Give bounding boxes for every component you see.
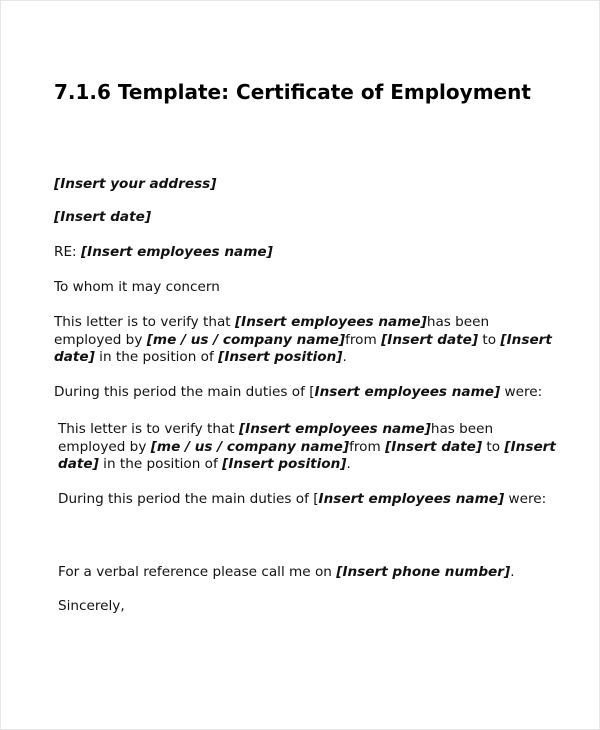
reference-text: . bbox=[510, 564, 515, 580]
verify-employer: [me / us / company name] bbox=[146, 331, 346, 348]
verify-text: . bbox=[346, 456, 351, 472]
verify-text: in the position of bbox=[94, 349, 219, 365]
re-line bbox=[54, 244, 273, 262]
verify-text: from bbox=[345, 331, 382, 348]
verify-text: from bbox=[349, 438, 386, 455]
verify-text: This letter is to verify that bbox=[54, 314, 235, 330]
verify-employee-name: [Insert employees name] bbox=[234, 314, 427, 330]
date-placeholder: [Insert date] bbox=[54, 209, 152, 225]
re-label: RE: bbox=[54, 244, 81, 260]
verify-text: in the position of bbox=[98, 456, 223, 472]
duties-text: During this period the main duties of [ bbox=[54, 384, 315, 400]
document-title: 7.1.6 Template: Certificate of Employment bbox=[54, 80, 531, 104]
verification-paragraph-2 bbox=[58, 421, 558, 474]
duties-line-1 bbox=[54, 384, 542, 402]
verify-date-from: [Insert date] bbox=[381, 331, 479, 348]
verify-text: This letter is to verify that bbox=[58, 421, 239, 437]
verify-date-to: [Insert date] bbox=[54, 331, 552, 365]
verify-text: . bbox=[342, 349, 347, 365]
reference-text: For a verbal reference please call me on bbox=[58, 564, 337, 580]
duties-text: were: bbox=[504, 491, 547, 507]
verify-position: [Insert position] bbox=[222, 456, 347, 472]
duties-text: During this period the main duties of [ bbox=[58, 491, 319, 507]
verify-date-from: [Insert date] bbox=[385, 438, 483, 455]
verify-employer: [me / us / company name] bbox=[150, 438, 350, 455]
closing: Sincerely, bbox=[58, 598, 125, 614]
verify-text: to bbox=[478, 331, 501, 348]
reference-line bbox=[58, 564, 515, 582]
verify-text: has been employed by bbox=[54, 314, 490, 348]
verify-position: [Insert position] bbox=[218, 349, 343, 365]
verify-text: has been employed by bbox=[58, 421, 494, 455]
verify-employee-name: [Insert employees name] bbox=[238, 421, 431, 437]
duties-employee-name: Insert employees name] bbox=[314, 384, 501, 400]
salutation: To whom it may concern bbox=[54, 279, 220, 295]
verification-paragraph-1 bbox=[54, 314, 554, 367]
duties-line-2 bbox=[58, 491, 546, 509]
duties-text: were: bbox=[500, 384, 543, 400]
verify-date-to: [Insert date] bbox=[58, 438, 556, 472]
duties-employee-name: Insert employees name] bbox=[318, 491, 505, 507]
address-placeholder: [Insert your address] bbox=[54, 176, 217, 192]
phone-placeholder: [Insert phone number] bbox=[336, 564, 511, 580]
verify-text: to bbox=[482, 438, 505, 455]
re-employee-name: [Insert employees name] bbox=[80, 244, 273, 260]
